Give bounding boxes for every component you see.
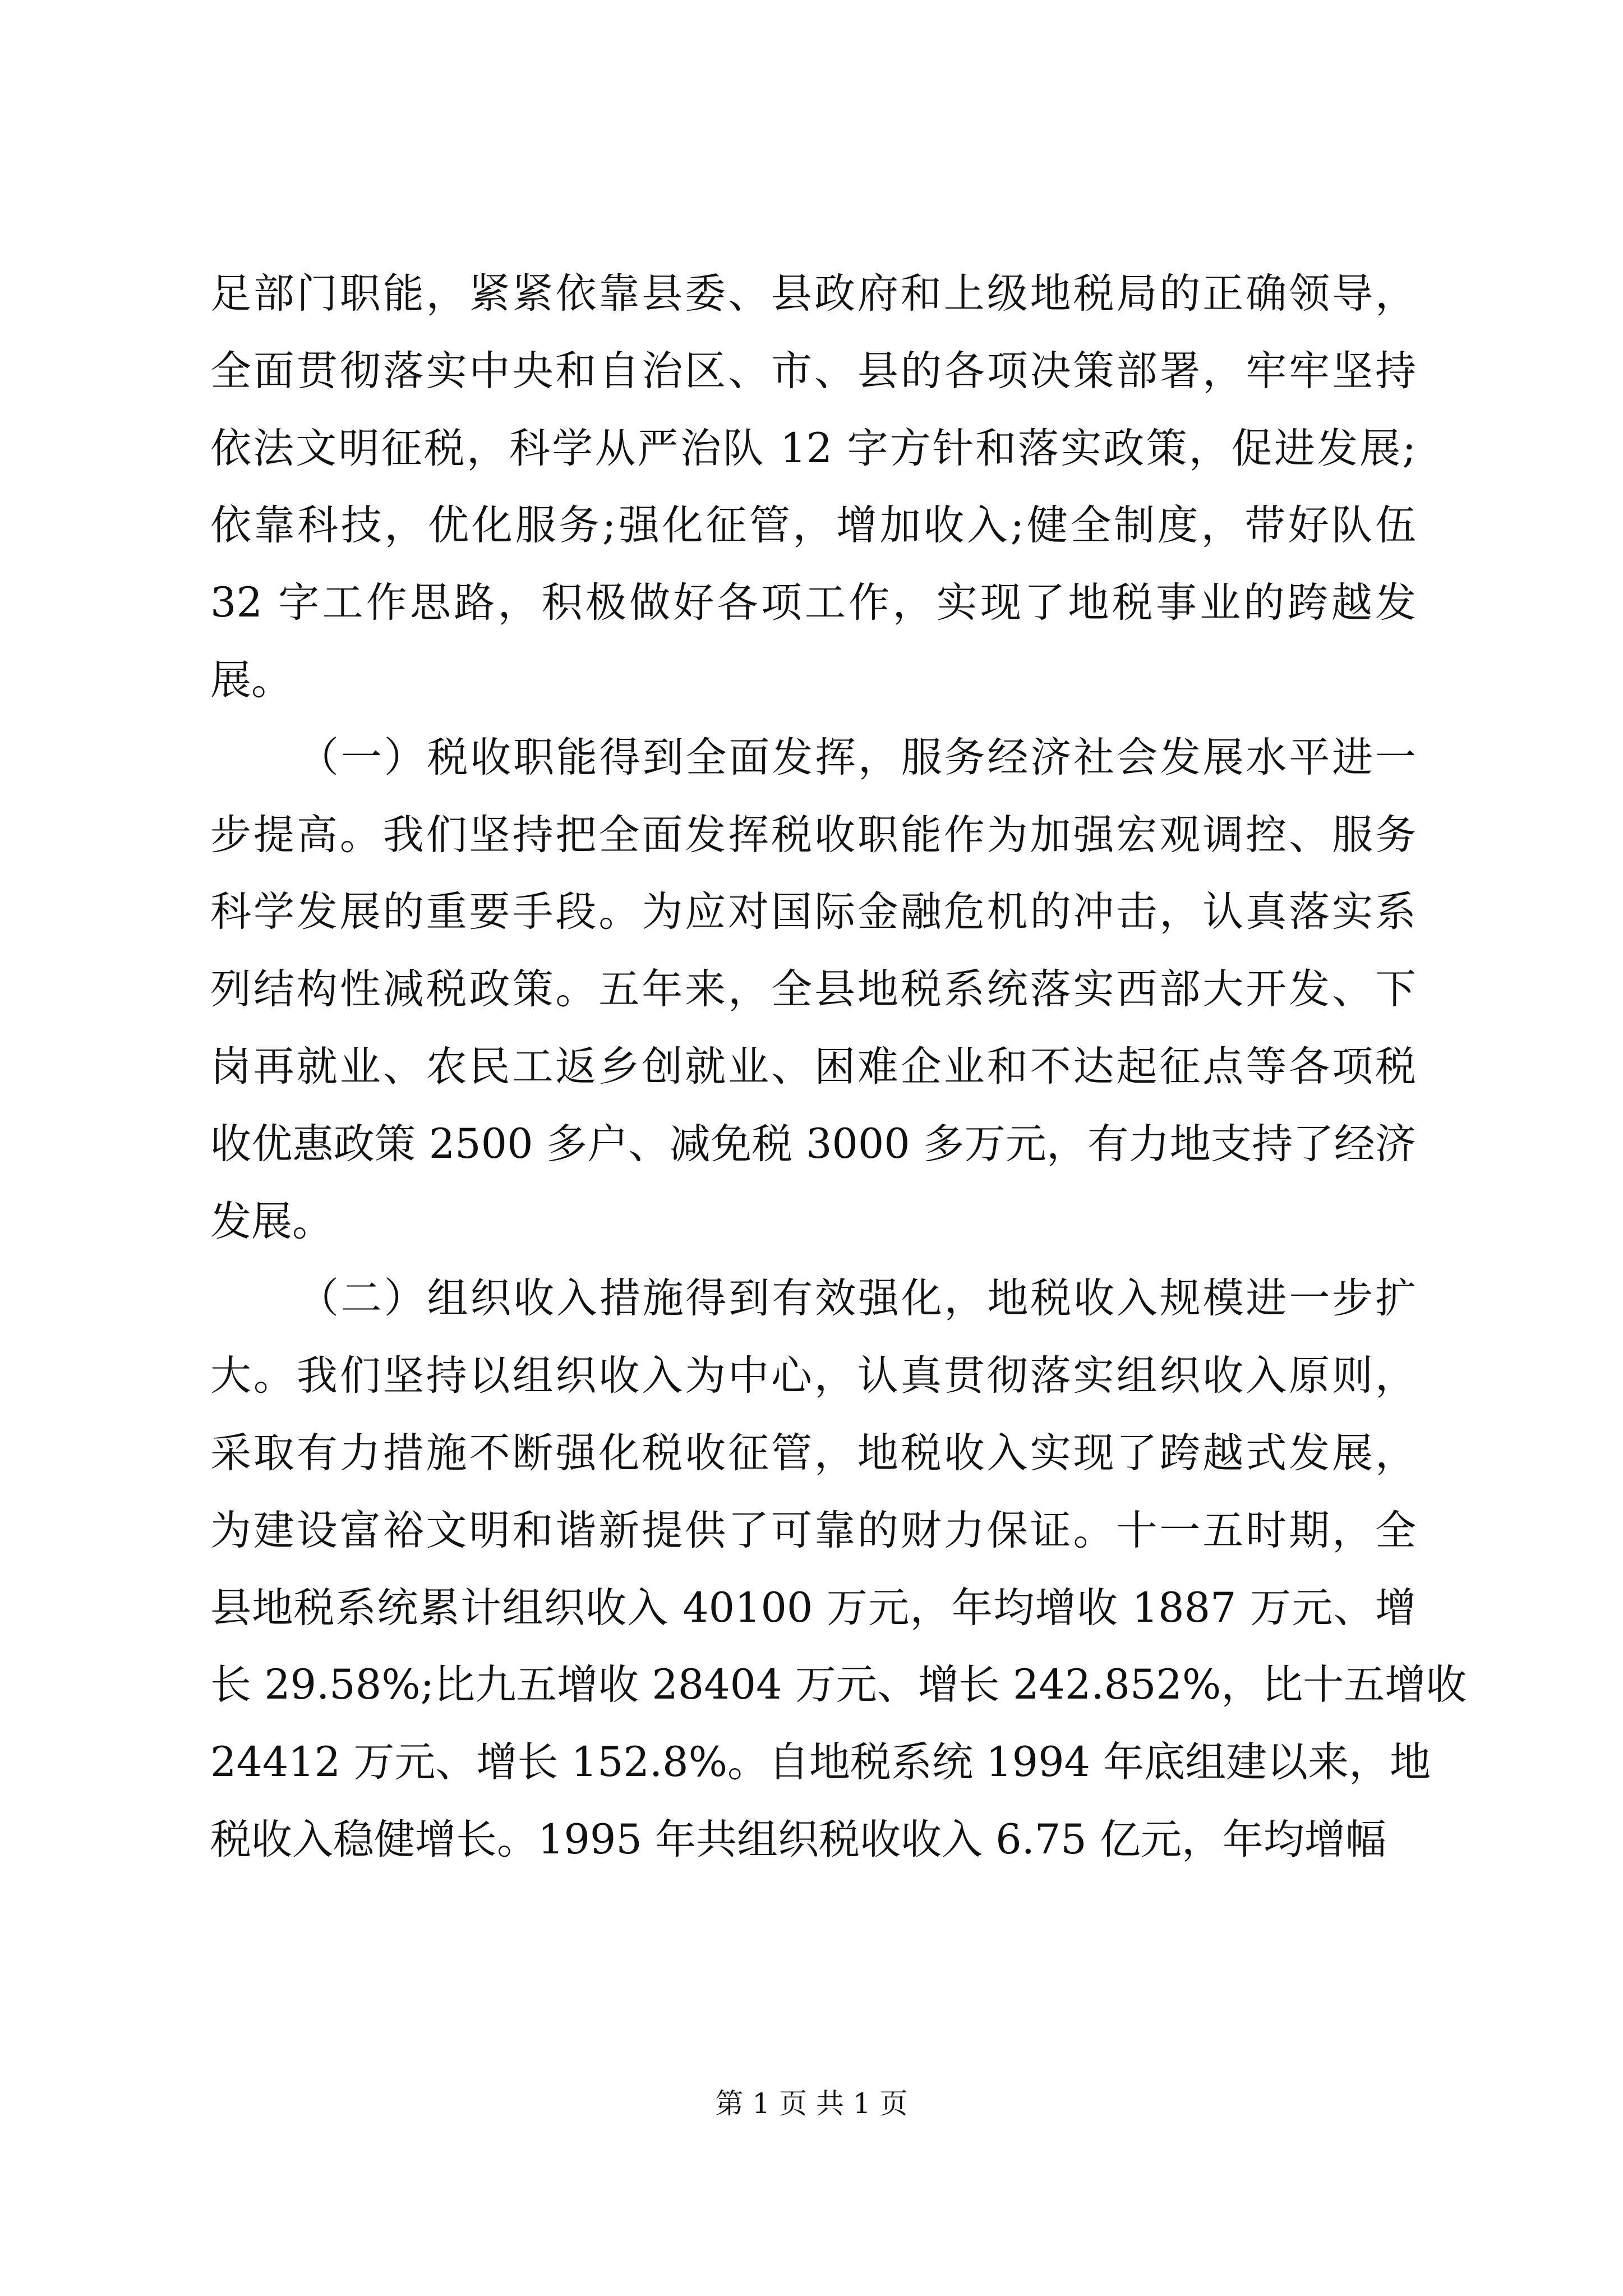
text-line: 税收入稳健增长。1995 年共组织税收收入 6.75 亿元，年均增幅	[210, 1815, 1386, 1864]
text-line: 科学发展的重要手段。为应对国际金融危机的冲击，认真落实系	[210, 888, 1416, 936]
text-line: 全面贯彻落实中央和自治区、市、县的各项决策部署，牢牢坚持	[210, 347, 1416, 395]
paragraph	[210, 719, 1416, 1260]
paragraph	[210, 1260, 1467, 1878]
text-line: 展。	[210, 656, 292, 704]
text-line: 依法文明征税，科学从严治队 12 字方针和落实政策，促进发展;	[210, 424, 1416, 472]
text-line: 县地税系统累计组织收入 40100 万元，年均增收 1887 万元、增	[210, 1584, 1416, 1632]
text-line: 列结构性减税政策。五年来，全县地税系统落实西部大开发、下	[210, 965, 1416, 1014]
text-line: 大。我们坚持以组织收入为中心，认真贯彻落实组织收入原则，	[210, 1352, 1416, 1400]
text-line: 24412 万元、增长 152.8%。自地税系统 1994 年底组建以来，地	[210, 1738, 1431, 1787]
text-line: 32 字工作思路，积极做好各项工作，实现了地税事业的跨越发	[210, 579, 1416, 627]
text-line: （二）组织收入措施得到有效强化，地税收入规模进一步扩	[298, 1274, 1416, 1323]
text-line: 采取有力措施不断强化税收征管，地税收入实现了跨越式发展，	[210, 1429, 1416, 1477]
text-line: 步提高。我们坚持把全面发挥税收职能作为加强宏观调控、服务	[210, 811, 1416, 859]
text-line: 依靠科技，优化服务;强化征管，增加收入;健全制度，带好队伍	[210, 501, 1416, 550]
text-line: 长 29.58%;比九五增收 28404 万元、增长 242.852%，比十五增收	[210, 1661, 1467, 1709]
document-body	[210, 255, 1467, 1879]
page-footer: 第 1 页 共 1 页	[715, 2087, 908, 2120]
paragraph	[210, 255, 1416, 719]
text-line: 岗再就业、农民工返乡创就业、困难企业和不达起征点等各项税	[210, 1042, 1416, 1091]
text-line: 为建设富裕文明和谐新提供了可靠的财力保证。十一五时期，全	[210, 1506, 1416, 1554]
text-line: （一）税收职能得到全面发挥，服务经济社会发展水平进一	[298, 733, 1416, 781]
text-line: 收优惠政策 2500 多户、减免税 3000 多万元，有力地支持了经济	[210, 1120, 1416, 1168]
text-line: 足部门职能，紧紧依靠县委、县政府和上级地税局的正确领导，	[210, 270, 1416, 318]
text-line: 发展。	[210, 1197, 333, 1245]
